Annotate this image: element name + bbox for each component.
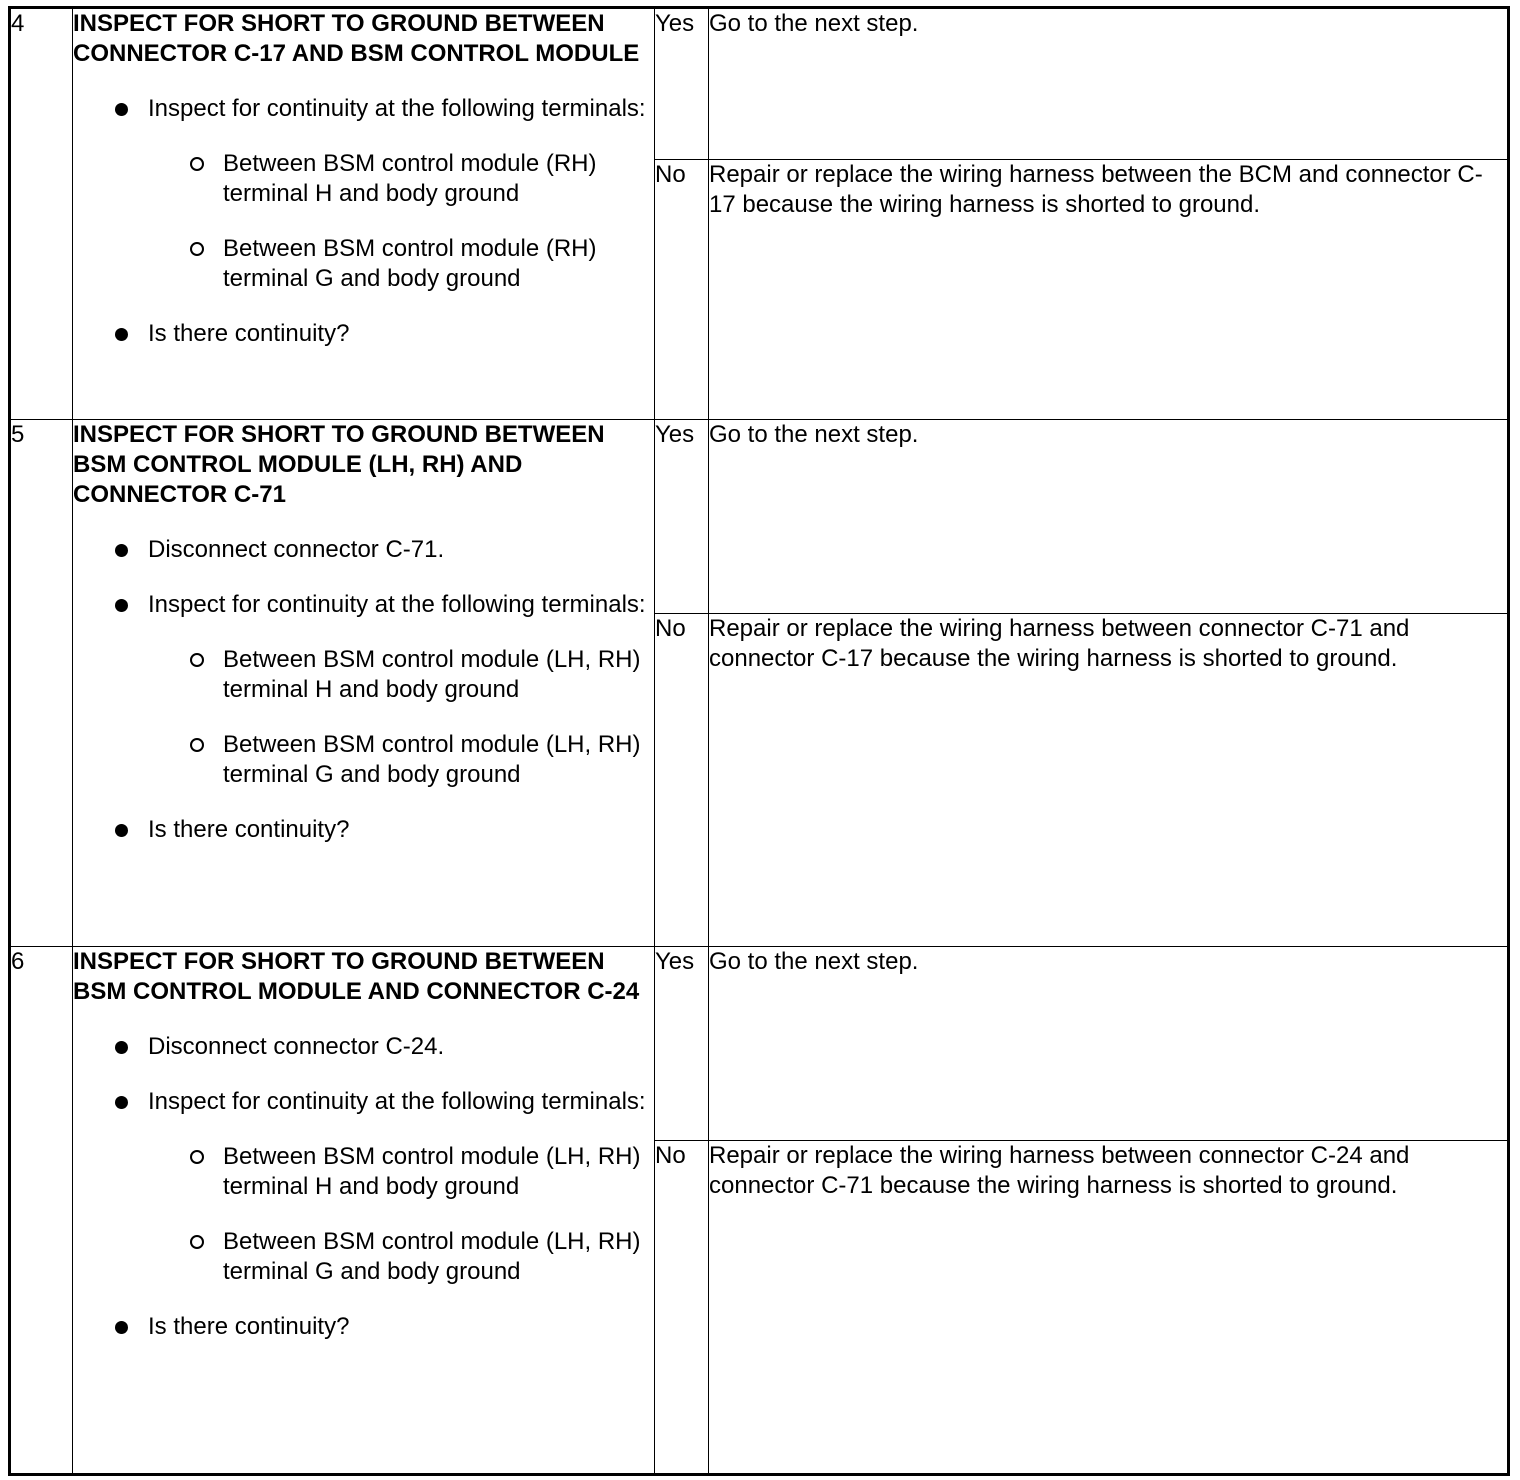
step-item-text: Inspect for continuity at the following terminals: bbox=[148, 1088, 646, 1115]
step-5-yes-row bbox=[10, 420, 1509, 614]
hollow-bullet-icon bbox=[190, 1235, 204, 1249]
step-title: INSPECT FOR SHORT TO GROUND BETWEEN BSM CONTROL MODULE AND CONNECTOR C-24 bbox=[73, 948, 640, 1005]
step-item-text: Inspect for continuity at the following terminals: bbox=[148, 95, 646, 122]
filled-bullet-icon bbox=[115, 1096, 128, 1109]
sub-item-list bbox=[148, 1142, 654, 1287]
hollow-bullet-icon bbox=[190, 157, 204, 171]
step-item bbox=[73, 815, 654, 845]
sub-item bbox=[148, 730, 654, 790]
no-result: Repair or replace the wiring harness between connector C-71 and connector C-17 because the wiring harness is shorted to ground. bbox=[709, 614, 1509, 947]
step-item bbox=[73, 1032, 654, 1062]
step-item-text: Disconnect connector C-24. bbox=[148, 1033, 445, 1060]
yes-label: Yes bbox=[655, 420, 709, 614]
step-number: 6 bbox=[10, 947, 73, 1475]
step-item-text: Disconnect connector C-71. bbox=[148, 536, 445, 563]
no-label: No bbox=[655, 1141, 709, 1475]
sub-item-text: Between BSM control module (LH, RH) terminal H and body ground bbox=[223, 646, 641, 703]
step-number: 4 bbox=[10, 8, 73, 420]
sub-item-list bbox=[148, 645, 654, 790]
hollow-bullet-icon bbox=[190, 738, 204, 752]
filled-bullet-icon bbox=[115, 103, 128, 116]
step-number: 5 bbox=[10, 420, 73, 947]
step-item bbox=[73, 590, 654, 790]
step-item-list bbox=[73, 1032, 654, 1342]
sub-item-text: Between BSM control module (RH) terminal G and body ground bbox=[223, 235, 597, 292]
step-item bbox=[73, 94, 654, 294]
yes-result: Go to the next step. bbox=[709, 947, 1509, 1141]
yes-result: Go to the next step. bbox=[709, 8, 1509, 160]
no-result: Repair or replace the wiring harness between the BCM and connector C-17 because the wiring harness is shorted to ground. bbox=[709, 160, 1509, 420]
yes-label: Yes bbox=[655, 947, 709, 1141]
filled-bullet-icon bbox=[115, 544, 128, 557]
sub-item bbox=[148, 1142, 654, 1202]
hollow-bullet-icon bbox=[190, 242, 204, 256]
sub-item bbox=[148, 1227, 654, 1287]
step-item bbox=[73, 535, 654, 565]
step-item-text: Is there continuity? bbox=[148, 816, 350, 843]
yes-result: Go to the next step. bbox=[709, 420, 1509, 614]
step-item-list bbox=[73, 94, 654, 349]
hollow-bullet-icon bbox=[190, 1150, 204, 1164]
step-item bbox=[73, 1312, 654, 1342]
step-item-list bbox=[73, 535, 654, 845]
sub-item-text: Between BSM control module (LH, RH) terminal G and body ground bbox=[223, 731, 641, 788]
step-procedure bbox=[73, 420, 655, 947]
step-4-yes-row bbox=[10, 8, 1509, 160]
step-title: INSPECT FOR SHORT TO GROUND BETWEEN BSM CONTROL MODULE (LH, RH) AND CONNECTOR C-71 bbox=[73, 421, 605, 508]
sub-item-text: Between BSM control module (LH, RH) terminal H and body ground bbox=[223, 1143, 641, 1200]
filled-bullet-icon bbox=[115, 1321, 128, 1334]
filled-bullet-icon bbox=[115, 328, 128, 341]
step-item bbox=[73, 319, 654, 349]
sub-item bbox=[148, 149, 654, 209]
step-item-text: Is there continuity? bbox=[148, 1313, 350, 1340]
no-label: No bbox=[655, 614, 709, 947]
step-item-text: Inspect for continuity at the following terminals: bbox=[148, 591, 646, 618]
step-6-yes-row bbox=[10, 947, 1509, 1141]
step-procedure bbox=[73, 8, 655, 420]
hollow-bullet-icon bbox=[190, 653, 204, 667]
filled-bullet-icon bbox=[115, 599, 128, 612]
no-result: Repair or replace the wiring harness between connector C-24 and connector C-71 because the wiring harness is shorted to ground. bbox=[709, 1141, 1509, 1475]
sub-item-text: Between BSM control module (LH, RH) terminal G and body ground bbox=[223, 1228, 641, 1285]
sub-item bbox=[148, 234, 654, 294]
filled-bullet-icon bbox=[115, 1041, 128, 1054]
yes-label: Yes bbox=[655, 8, 709, 160]
filled-bullet-icon bbox=[115, 824, 128, 837]
no-label: No bbox=[655, 160, 709, 420]
step-title: INSPECT FOR SHORT TO GROUND BETWEEN CONNECTOR C-17 AND BSM CONTROL MODULE bbox=[73, 10, 640, 67]
step-procedure bbox=[73, 947, 655, 1475]
sub-item-list bbox=[148, 149, 654, 294]
diagnostic-table bbox=[8, 6, 1510, 1476]
step-item-text: Is there continuity? bbox=[148, 320, 350, 347]
sub-item-text: Between BSM control module (RH) terminal H and body ground bbox=[223, 150, 597, 207]
sub-item bbox=[148, 645, 654, 705]
step-item bbox=[73, 1087, 654, 1287]
